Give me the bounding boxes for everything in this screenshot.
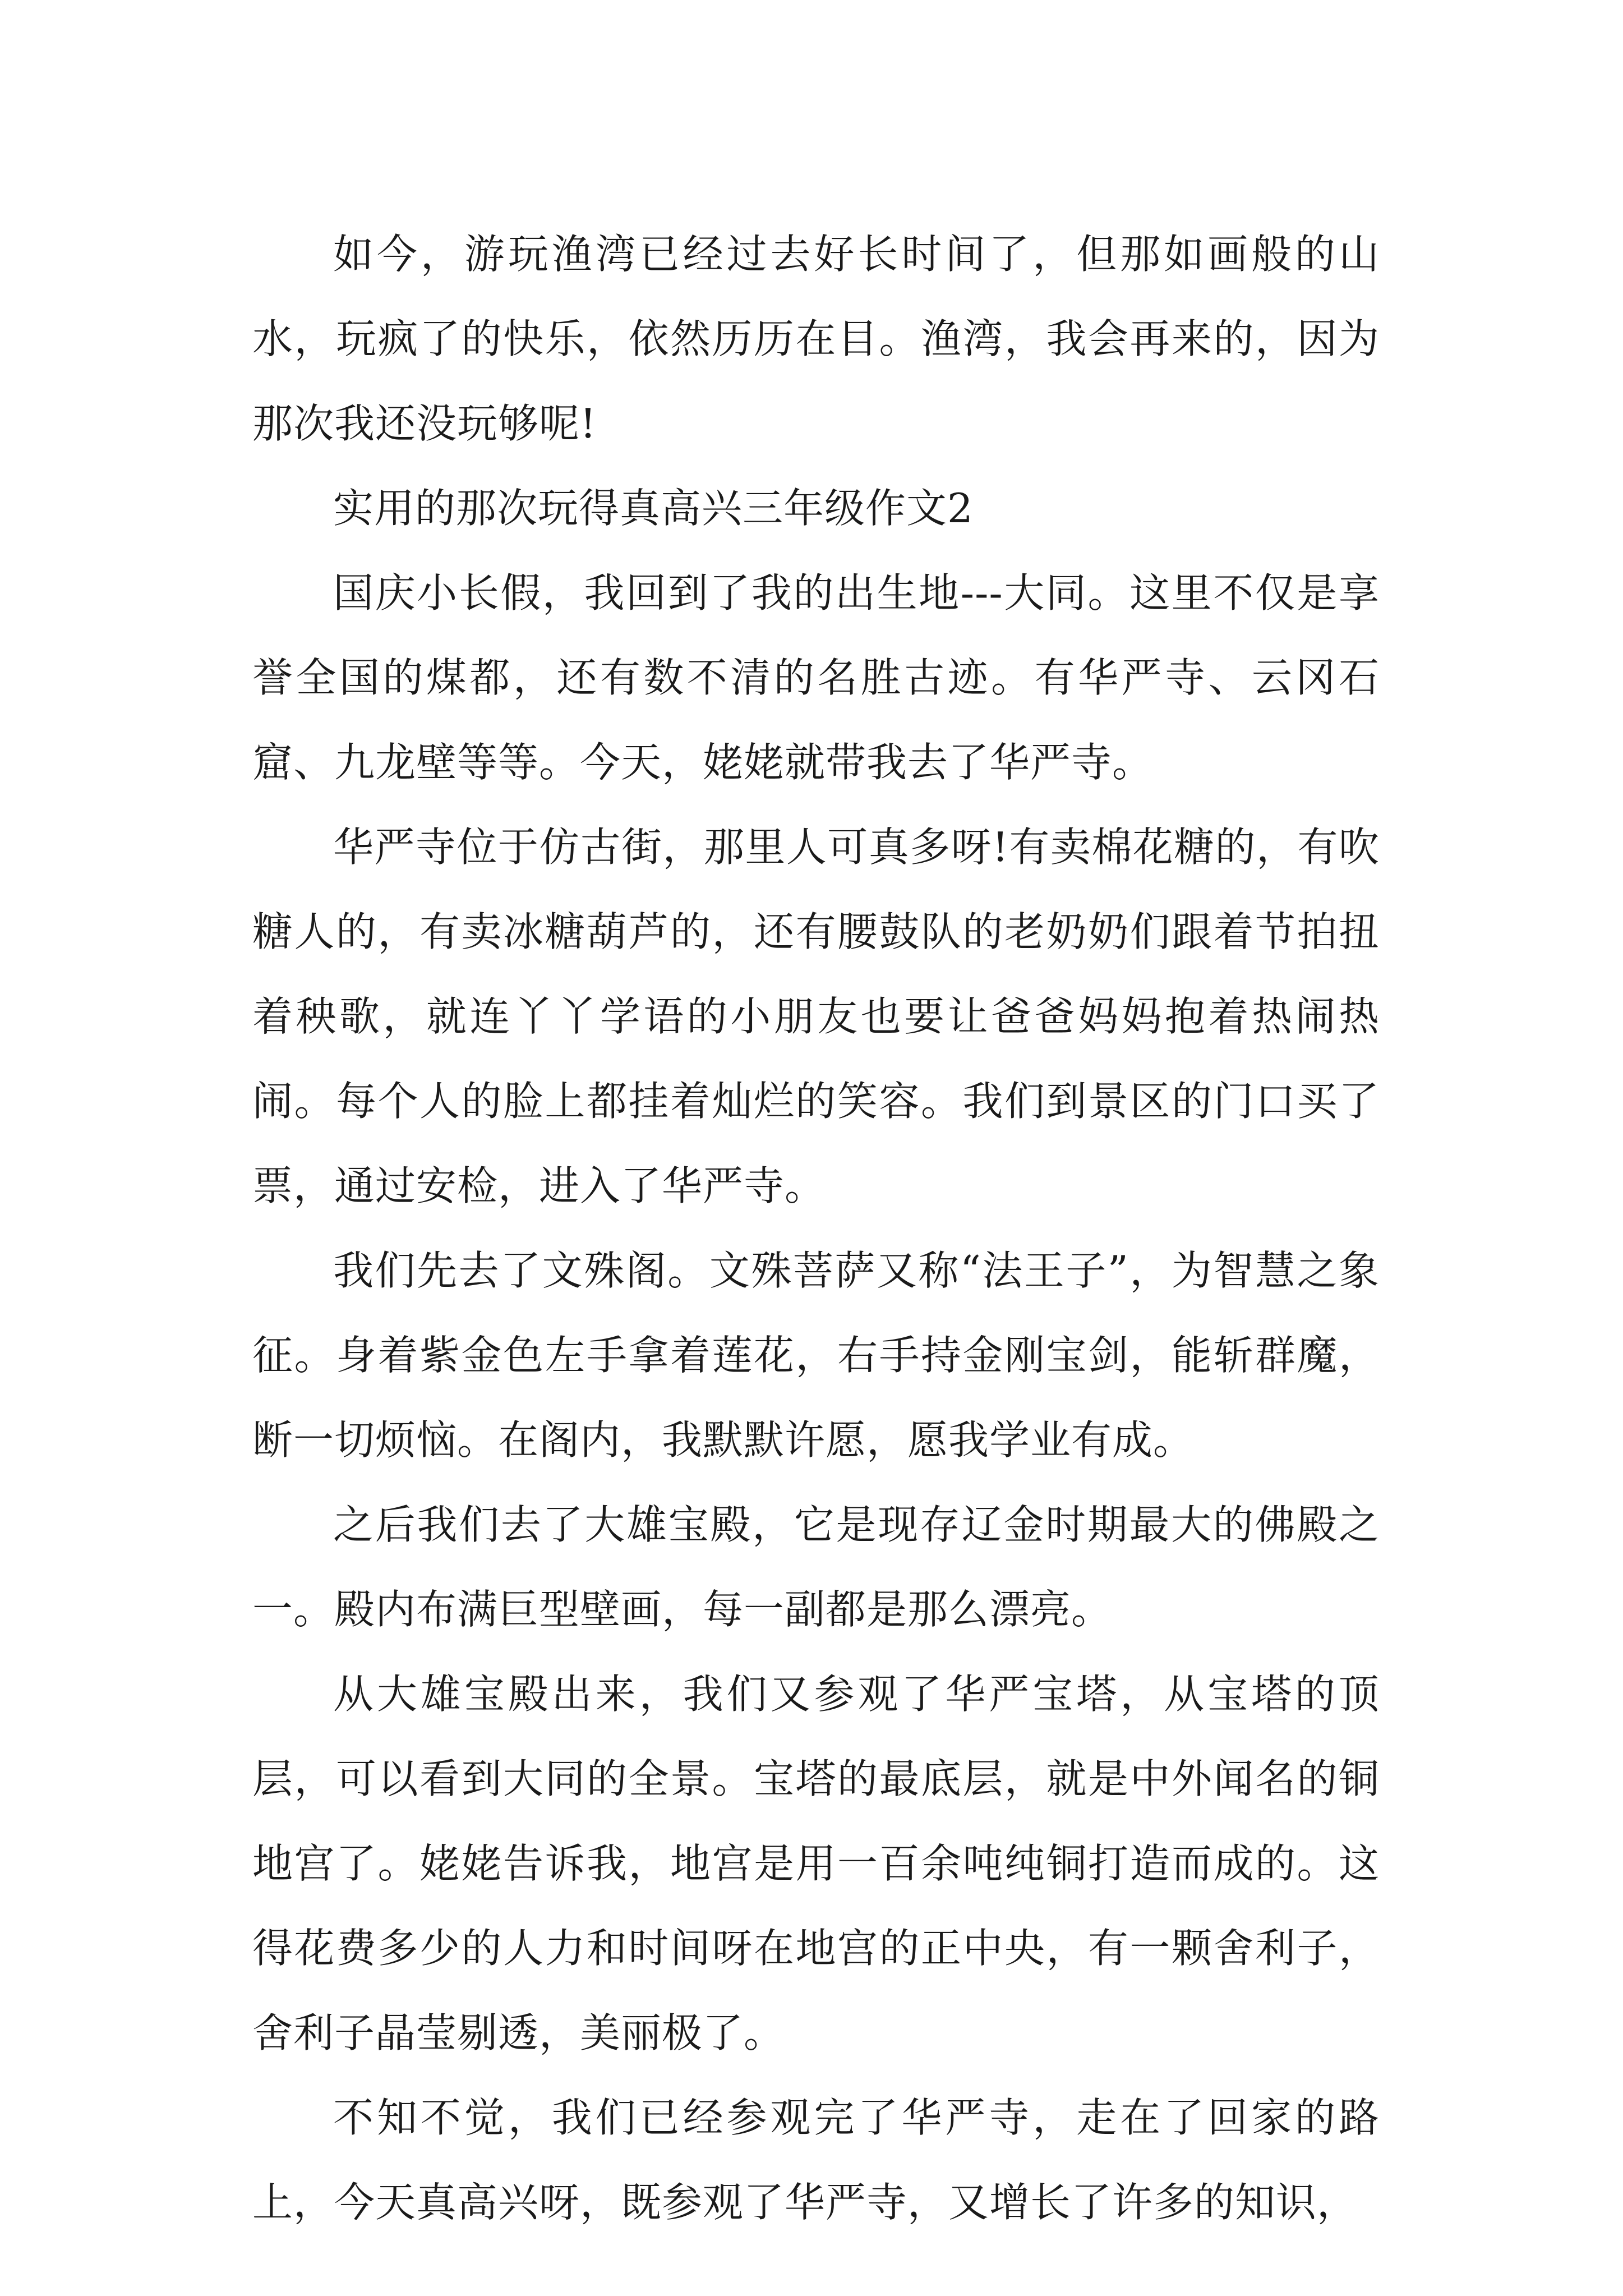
paragraph-3: 华严寺位于仿古街，那里人可真多呀!有卖棉花糖的，有吹糖人的，有卖冰糖葫芦的，还有腰鼓队的老奶奶们跟着节拍扭着秧歌，就连丫丫学语的小朋友也要让爸爸妈妈抱着热闹热闹。每个人的脸上都挂着灿烂的笑容。我们到景区的门口买了票，通过安检，进入了华严寺。: [252, 823, 1380, 1209]
paragraph-5: 之后我们去了大雄宝殿，它是现存辽金时期最大的佛殿之一。殿内布满巨型壁画，每一副都是那么漂亮。: [252, 1501, 1380, 1633]
paragraph-4: 我们先去了文殊阁。文殊菩萨又称“法王子”，为智慧之象征。身着紫金色左手拿着莲花，右手持金刚宝剑，能斩群魔，断一切烦恼。在阁内，我默默许愿，愿我学业有成。: [252, 1247, 1380, 1464]
paragraph-1: 如今，游玩渔湾已经过去好长时间了，但那如画般的山水，玩疯了的快乐，依然历历在目。渔湾，我会再来的，因为那次我还没玩够呢!: [252, 231, 1380, 447]
paragraph-7: 不知不觉，我们已经参观完了华严寺，走在了回家的路上，今天真高兴呀，既参观了华严寺，又增长了许多的知识，: [252, 2094, 1380, 2226]
paragraph-2: 国庆小长假，我回到了我的出生地---大同。这里不仅是享誉全国的煤都，还有数不清的名胜古迹。有华严寺、云冈石窟、九龙壁等等。今天，姥姥就带我去了华严寺。: [252, 569, 1380, 786]
section-heading: 实用的那次玩得真高兴三年级作文2: [333, 485, 974, 532]
document-body: [252, 212, 1380, 2245]
paragraph-6: 从大雄宝殿出来，我们又参观了华严宝塔，从宝塔的顶层，可以看到大同的全景。宝塔的最底层，就是中外闻名的铜地宫了。姥姥告诉我，地宫是用一百余吨纯铜打造而成的。这得花费多少的人力和时间呀在地宫的正中央，有一颗舍利子，舍利子晶莹剔透，美丽极了。: [252, 1671, 1380, 2056]
